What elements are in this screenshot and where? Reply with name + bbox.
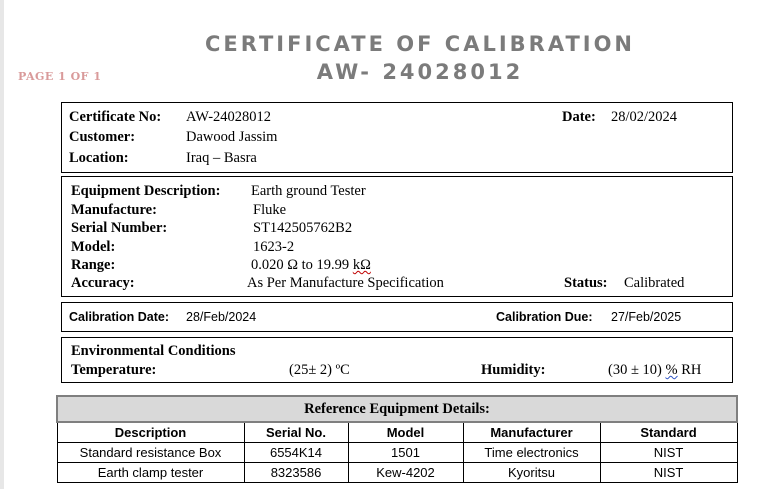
- equipment-description-value: Earth ground Tester: [251, 183, 366, 199]
- model-value: 1623-2: [253, 239, 295, 255]
- serial-number-label: Serial Number:: [71, 220, 168, 236]
- humidity-range: (30 ± 10): [608, 362, 666, 378]
- column-header-serial-no: Serial No.: [244, 422, 348, 443]
- calibration-due-label: Calibration Due:: [496, 310, 593, 324]
- range-text: 0.020 Ω to 19.99: [251, 257, 353, 273]
- reference-table-caption: Reference Equipment Details:: [57, 396, 737, 422]
- cell-description: Earth clamp tester: [57, 463, 244, 483]
- reference-equipment-table: [56, 395, 738, 483]
- cell-manufacturer: Kyoritsu: [463, 463, 600, 483]
- date-label: Date:: [562, 109, 596, 125]
- location-label: Location:: [69, 150, 129, 166]
- certificate-code-heading: AW- 24028012: [316, 60, 524, 84]
- humidity-percent: %: [665, 362, 678, 378]
- cell-serial-no: 6554K14: [244, 443, 348, 463]
- manufacture-label: Manufacture:: [71, 202, 157, 218]
- cell-standard: NIST: [600, 443, 737, 463]
- cell-model: Kew-4202: [348, 463, 463, 483]
- range-value: [251, 257, 371, 274]
- table-caption-row: [57, 396, 737, 422]
- certificate-title: CERTIFICATE OF CALIBRATION: [204, 32, 636, 56]
- customer-value: Dawood Jassim: [186, 129, 278, 145]
- cell-standard: NIST: [600, 463, 737, 483]
- cell-description: Standard resistance Box: [57, 443, 244, 463]
- equipment-info-box: [61, 176, 733, 297]
- column-header-standard: Standard: [600, 422, 737, 443]
- humidity-unit: RH: [677, 362, 702, 378]
- table-header-row: [57, 422, 737, 443]
- location-value: Iraq – Basra: [186, 150, 257, 166]
- environment-box: [61, 337, 733, 383]
- calibration-due-value: 27/Feb/2025: [611, 310, 682, 324]
- column-header-model: Model: [348, 422, 463, 443]
- cell-serial-no: 8323586: [244, 463, 348, 483]
- environment-heading: Environmental Conditions: [71, 343, 236, 359]
- accuracy-label: Accuracy:: [71, 275, 135, 291]
- column-header-manufacturer: Manufacturer: [463, 422, 600, 443]
- calibration-dates-box: [61, 302, 733, 332]
- calibration-date-label: Calibration Date:: [69, 310, 170, 324]
- accuracy-value: As Per Manufacture Specification: [247, 275, 444, 291]
- customer-info-box: [61, 102, 733, 173]
- temperature-label: Temperature:: [71, 362, 157, 378]
- humidity-label: Humidity:: [481, 362, 546, 378]
- page-edge: [0, 0, 4, 489]
- equipment-description-label: Equipment Description:: [71, 183, 221, 199]
- cell-model: 1501: [348, 443, 463, 463]
- manufacture-value: Fluke: [253, 202, 287, 218]
- cell-manufacturer: Time electronics: [463, 443, 600, 463]
- temperature-value: (25± 2) ºC: [289, 362, 350, 378]
- date-value: 28/02/2024: [611, 109, 678, 125]
- serial-number-value: ST142505762B2: [253, 220, 353, 236]
- page-number: PAGE 1 OF 1: [18, 70, 102, 83]
- status-value: Calibrated: [624, 275, 685, 291]
- model-label: Model:: [71, 239, 116, 255]
- range-label: Range:: [71, 257, 116, 273]
- humidity-value: [608, 362, 701, 379]
- table-row: [57, 463, 737, 483]
- range-unit: kΩ: [352, 257, 371, 273]
- certificate-no-label: Certificate No:: [69, 109, 162, 125]
- column-header-description: Description: [57, 422, 244, 443]
- table-row: [57, 443, 737, 463]
- certificate-no-value: AW-24028012: [186, 109, 272, 125]
- status-label: Status:: [564, 275, 608, 291]
- calibration-date-value: 28/Feb/2024: [186, 310, 257, 324]
- customer-label: Customer:: [69, 129, 136, 145]
